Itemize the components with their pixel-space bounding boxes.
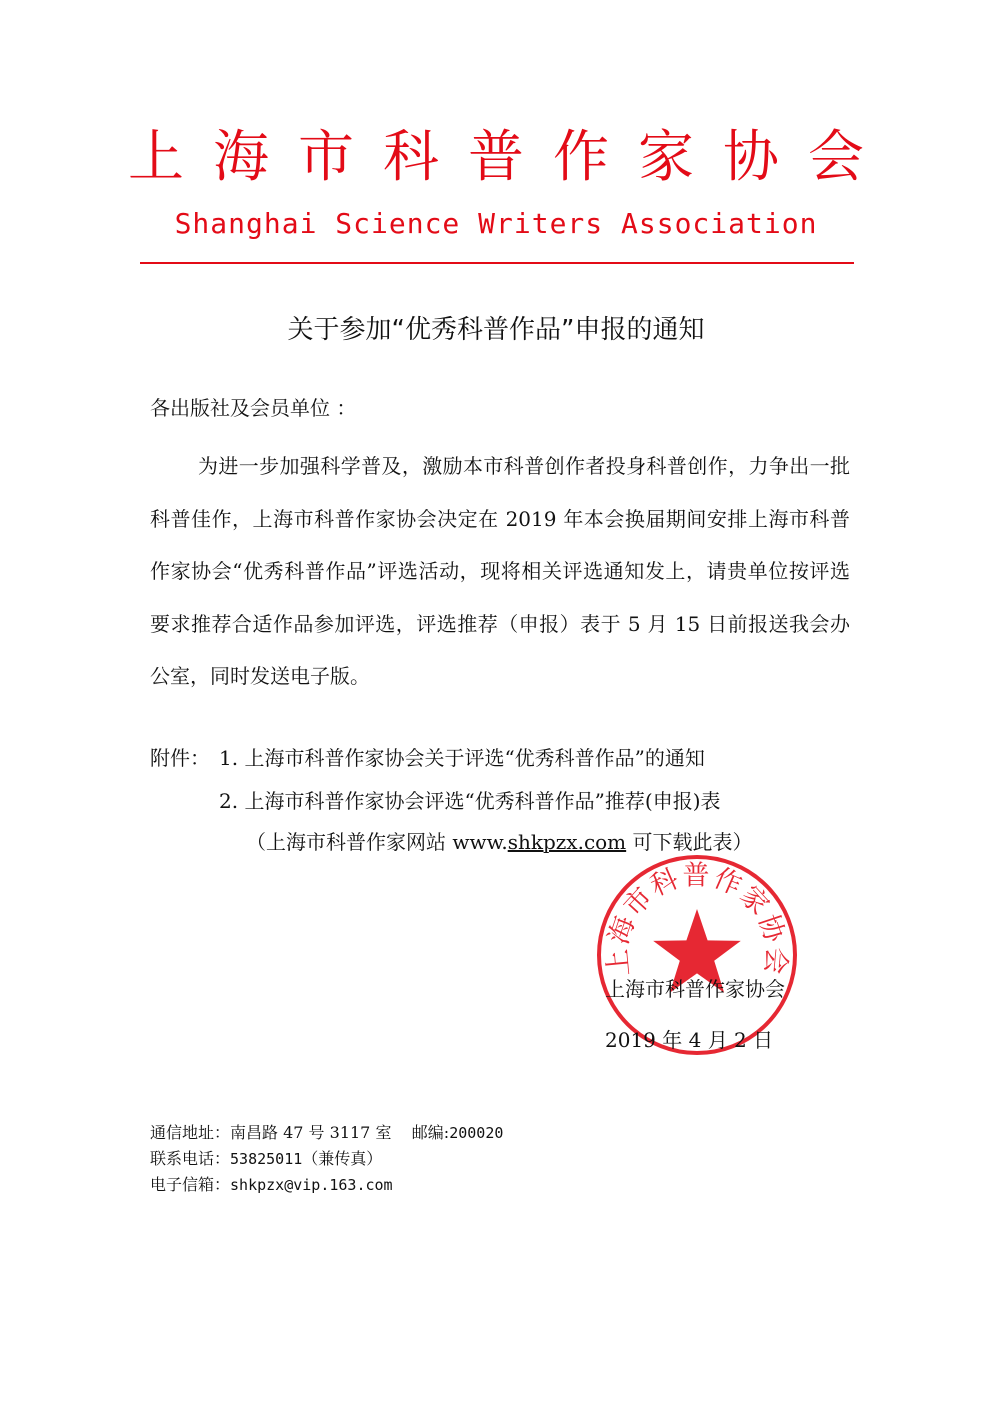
address-value: 南昌路 47 号 3117 室 — [230, 1123, 392, 1142]
email-label: 电子信箱： — [150, 1175, 231, 1194]
contact-phone-line — [150, 1146, 382, 1172]
postcode-value: 200020 — [449, 1124, 504, 1142]
address-label: 通信地址： — [150, 1123, 231, 1142]
letterhead-org-name-en: Shanghai Science Writers Association — [174, 207, 818, 240]
contact-email-line — [150, 1172, 393, 1198]
letterhead-org-name-cn: 上海市科普作家协会 — [128, 125, 893, 190]
email-value[interactable]: shkpzx@vip.163.com — [230, 1176, 393, 1194]
attachment-note-prefix: （上海市科普作家网站 www. — [246, 830, 508, 854]
postcode-label: 邮编: — [411, 1123, 450, 1142]
attachment-item-2: 2. 上海市科普作家协会评选“优秀科普作品”推荐(申报)表 — [219, 789, 721, 813]
attachments-label: 附件： — [150, 746, 210, 770]
phone-label: 联系电话： — [150, 1149, 231, 1168]
attachment-item-1: 1. 上海市科普作家协会关于评选“优秀科普作品”的通知 — [219, 746, 705, 770]
website-link[interactable]: shkpzx.com — [507, 830, 627, 854]
letterhead-divider — [140, 262, 854, 264]
notice-title: 关于参加“优秀科普作品”申报的通知 — [287, 315, 705, 345]
signature-date: 2019 年 4 月 2 日 — [605, 1028, 774, 1052]
phone-note: （兼传真） — [302, 1149, 383, 1168]
notice-body: 为进一步加强科学普及，激励本市科普创作者投身科普创作，力争出一批科普佳作，上海市科普作家协会决定在 2019 年本会换届期间安排上海市科普作家协会“优秀科普作品”评选活动，现将相关评选通知发上，请贵单位按评选要求推荐合适作品参加评选，评选推荐（申报）表于 5 月 15 日前报送我会办公室，同时发送电子版。 — [150, 454, 850, 688]
seal-text: 上海市科普作家协会 — [602, 860, 792, 978]
signature-org: 上海市科普作家协会 — [605, 977, 785, 1001]
attachment-note-suffix: 可下载此表） — [626, 830, 753, 854]
contact-address-line — [150, 1120, 503, 1146]
notice-salutation: 各出版社及会员单位 ： — [150, 396, 357, 420]
phone-value: 53825011 — [230, 1150, 303, 1168]
